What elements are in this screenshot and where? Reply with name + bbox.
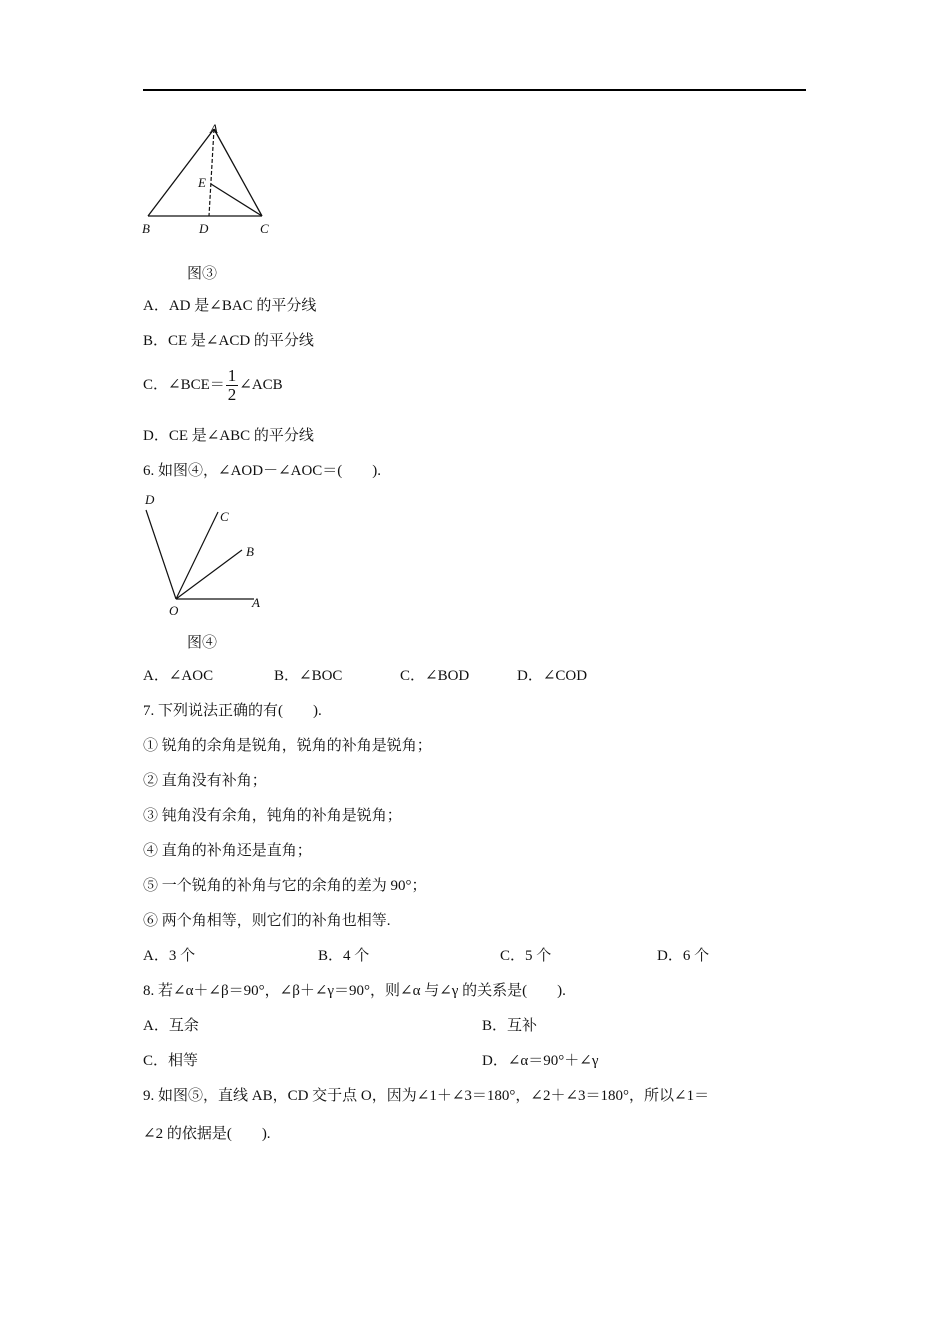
- q7-statement-1: ① 锐角的余角是锐角，锐角的补角是锐角；: [143, 738, 432, 754]
- label-C: C: [260, 221, 269, 236]
- figure-3-triangle: [138, 118, 278, 243]
- fraction-numerator: 1: [227, 366, 237, 386]
- q8-option-d: D．∠α＝90°＋∠γ: [482, 1053, 599, 1069]
- figure-4-angles: [138, 488, 273, 618]
- label-B: B: [246, 544, 254, 559]
- q6-stem: 6. 如图④，∠AOD－∠AOC＝( ).: [143, 463, 382, 479]
- fraction-denominator: 2: [227, 385, 237, 405]
- q6-option-c: C．∠BOD: [400, 668, 470, 684]
- label-D: D: [199, 221, 209, 236]
- q7-statement-4: ④ 直角的补角还是直角；: [143, 843, 312, 859]
- q6-option-a: A．∠AOC: [143, 668, 214, 684]
- q6-option-b: B．∠BOC: [274, 668, 343, 684]
- q9-stem-line-2: ∠2 的依据是( ).: [143, 1126, 271, 1142]
- q5-option-c: [143, 366, 283, 404]
- q7-statement-5: ⑤ 一个锐角的补角与它的余角的差为 90°；: [143, 878, 427, 894]
- q9-stem-line-1: 9. 如图⑤，直线 AB，CD 交于点 O，因为∠1＋∠3＝180°，∠2＋∠3＝180°，所以∠1＝: [143, 1088, 710, 1104]
- q5-option-c-suffix: ∠ACB: [239, 377, 283, 393]
- q7-stem: 7. 下列说法正确的有( ).: [143, 703, 322, 719]
- header-rule: [143, 89, 806, 91]
- q8-option-a: A．互余: [143, 1018, 199, 1034]
- q6-option-d: D．∠COD: [517, 668, 588, 684]
- label-B: B: [142, 221, 150, 236]
- fraction-one-half: [226, 367, 239, 404]
- label-A: A: [252, 595, 260, 610]
- q7-option-c: C．5 个: [500, 948, 552, 964]
- figure-4-caption: 图④: [187, 635, 218, 651]
- label-E: E: [198, 175, 206, 190]
- q8-option-b: B．互补: [482, 1018, 538, 1034]
- q5-option-c-prefix: C．∠BCE＝: [143, 377, 225, 393]
- label-O: O: [169, 603, 179, 618]
- label-A: A: [210, 121, 218, 136]
- q5-option-a: A．AD 是∠BAC 的平分线: [143, 298, 317, 314]
- q7-option-b: B．4 个: [318, 948, 370, 964]
- q7-statement-2: ② 直角没有补角；: [143, 773, 267, 789]
- q5-option-d: D．CE 是∠ABC 的平分线: [143, 428, 314, 444]
- q7-statement-3: ③ 钝角没有余角，钝角的补角是锐角；: [143, 808, 402, 824]
- q7-option-d: D．6 个: [657, 948, 710, 964]
- q7-statement-6: ⑥ 两个角相等，则它们的补角也相等.: [143, 913, 391, 929]
- q8-option-c: C．相等: [143, 1053, 199, 1069]
- figure-3-caption: 图③: [187, 266, 218, 282]
- q8-stem: 8. 若∠α＋∠β＝90°，∠β＋∠γ＝90°，则∠α 与∠γ 的关系是( ).: [143, 983, 566, 999]
- q7-option-a: A．3 个: [143, 948, 196, 964]
- q5-option-b: B．CE 是∠ACD 的平分线: [143, 333, 314, 349]
- label-C: C: [220, 509, 229, 524]
- label-D: D: [145, 492, 155, 507]
